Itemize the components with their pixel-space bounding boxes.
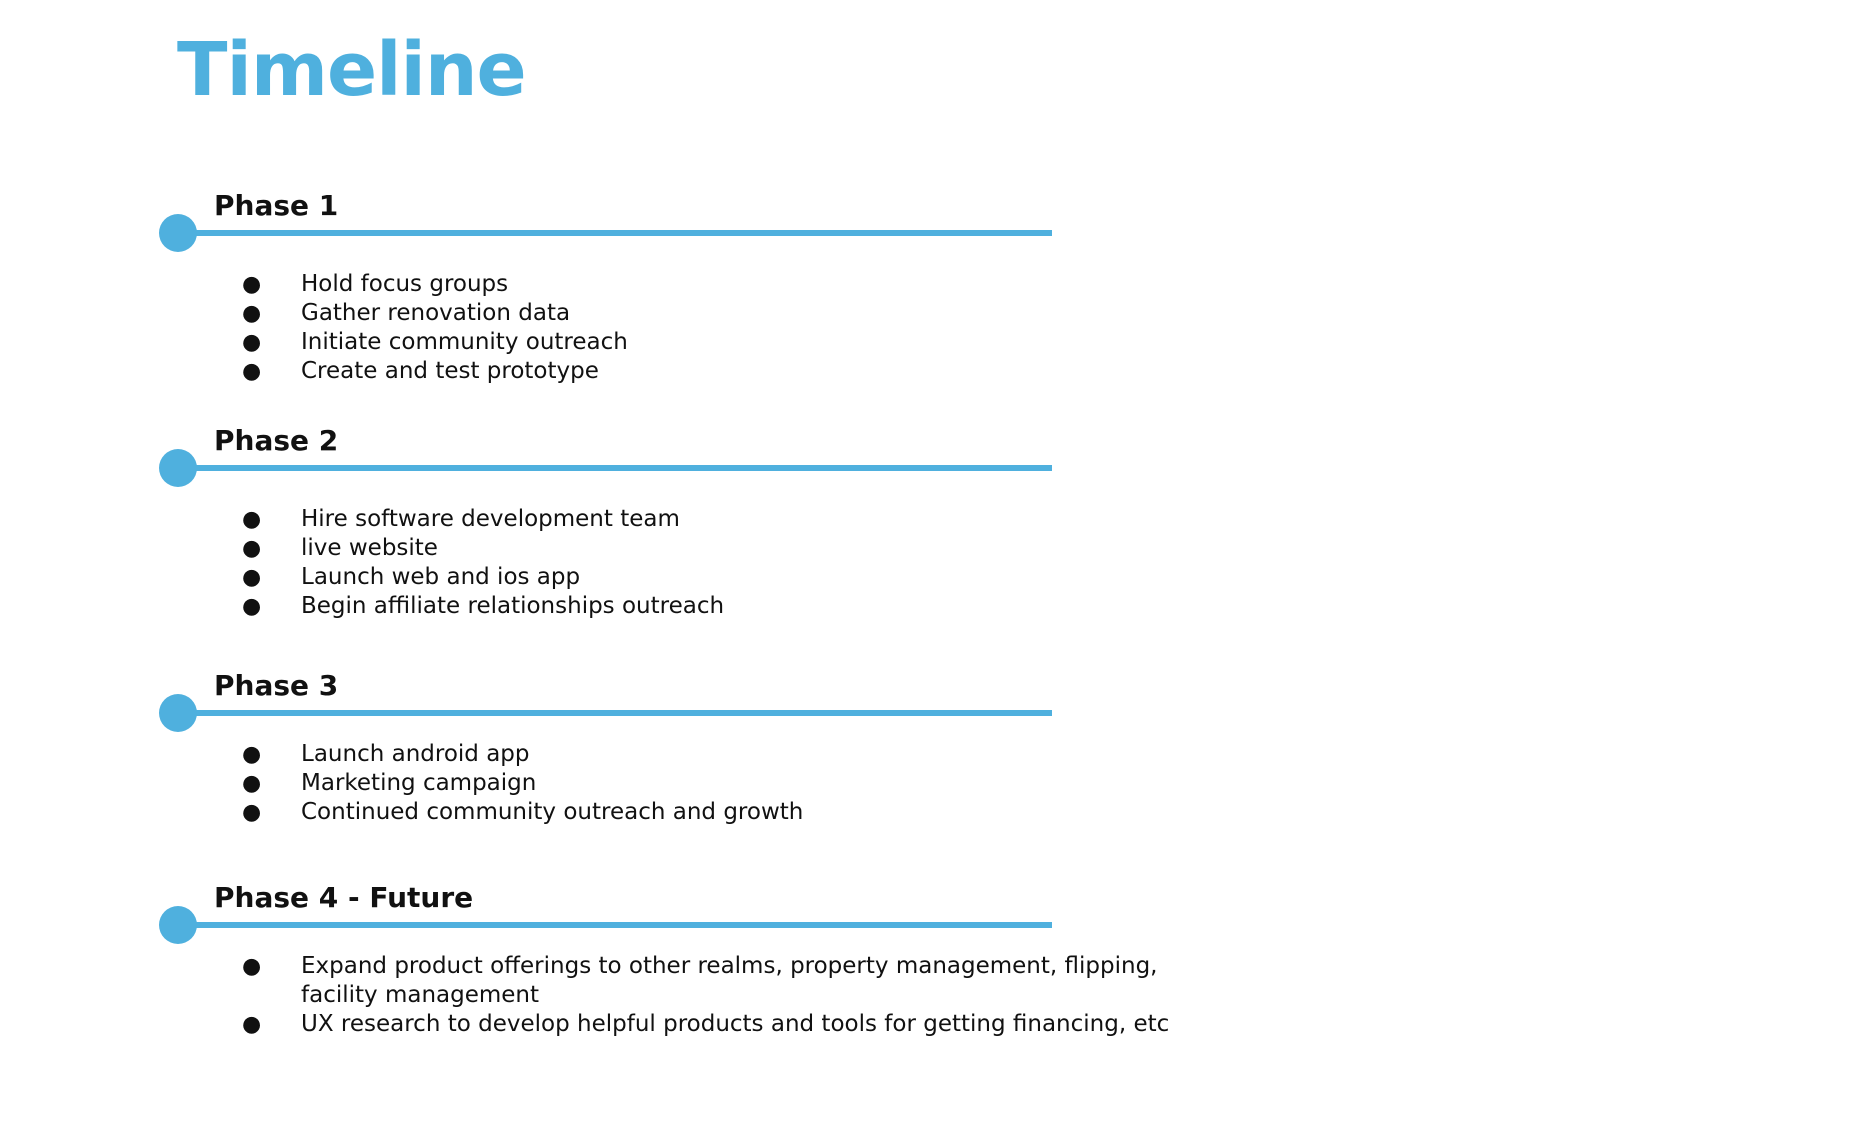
bullet-icon: ● <box>242 742 262 767</box>
timeline-dot-icon <box>159 694 197 732</box>
timeline-line <box>178 465 1052 471</box>
bullet-icon: ● <box>242 594 262 619</box>
bullet-icon: ● <box>242 536 262 561</box>
timeline-line <box>178 710 1052 716</box>
list-item-text: Launch android app <box>301 741 530 767</box>
list-item-text: Hold focus groups <box>301 271 509 297</box>
phase-heading: Phase 3 <box>214 669 339 702</box>
bullet-icon: ● <box>242 771 262 796</box>
bullet-icon: ● <box>242 359 262 384</box>
list-item-text: Expand product offerings to other realms, property management, flipping, facility management <box>301 953 1158 1008</box>
list-item-text: UX research to develop helpful products and tools for getting financing, etc <box>301 1011 1170 1037</box>
list-item-text: Marketing campaign <box>301 770 537 796</box>
bullet-icon: ● <box>242 507 262 532</box>
bullet-icon: ● <box>242 330 262 355</box>
timeline-line <box>178 230 1052 236</box>
list-item-text: Gather renovation data <box>301 300 571 326</box>
bullet-icon: ● <box>242 1012 262 1037</box>
list-item-text: Hire software development team <box>301 506 680 532</box>
timeline-line <box>178 922 1052 928</box>
bullet-icon: ● <box>242 565 262 590</box>
bullet-icon: ● <box>242 272 262 297</box>
bullet-icon: ● <box>242 301 262 326</box>
phase-heading: Phase 2 <box>214 424 339 457</box>
timeline-dot-icon <box>159 906 197 944</box>
list-item-text: Initiate community outreach <box>301 329 628 355</box>
phase-heading: Phase 4 - Future <box>214 881 474 914</box>
list-item-text: Launch web and ios app <box>301 564 581 590</box>
list-item-text: Begin affiliate relationships outreach <box>301 593 725 619</box>
phase-heading: Phase 1 <box>214 189 339 222</box>
bullet-icon: ● <box>242 800 262 825</box>
page-title: Timeline <box>177 27 526 113</box>
list-item-text: Create and test prototype <box>301 358 599 384</box>
list-item-text: live website <box>301 535 438 561</box>
timeline-dot-icon <box>159 214 197 252</box>
timeline-dot-icon <box>159 449 197 487</box>
list-item-text: Continued community outreach and growth <box>301 799 804 825</box>
bullet-icon: ● <box>242 954 262 979</box>
